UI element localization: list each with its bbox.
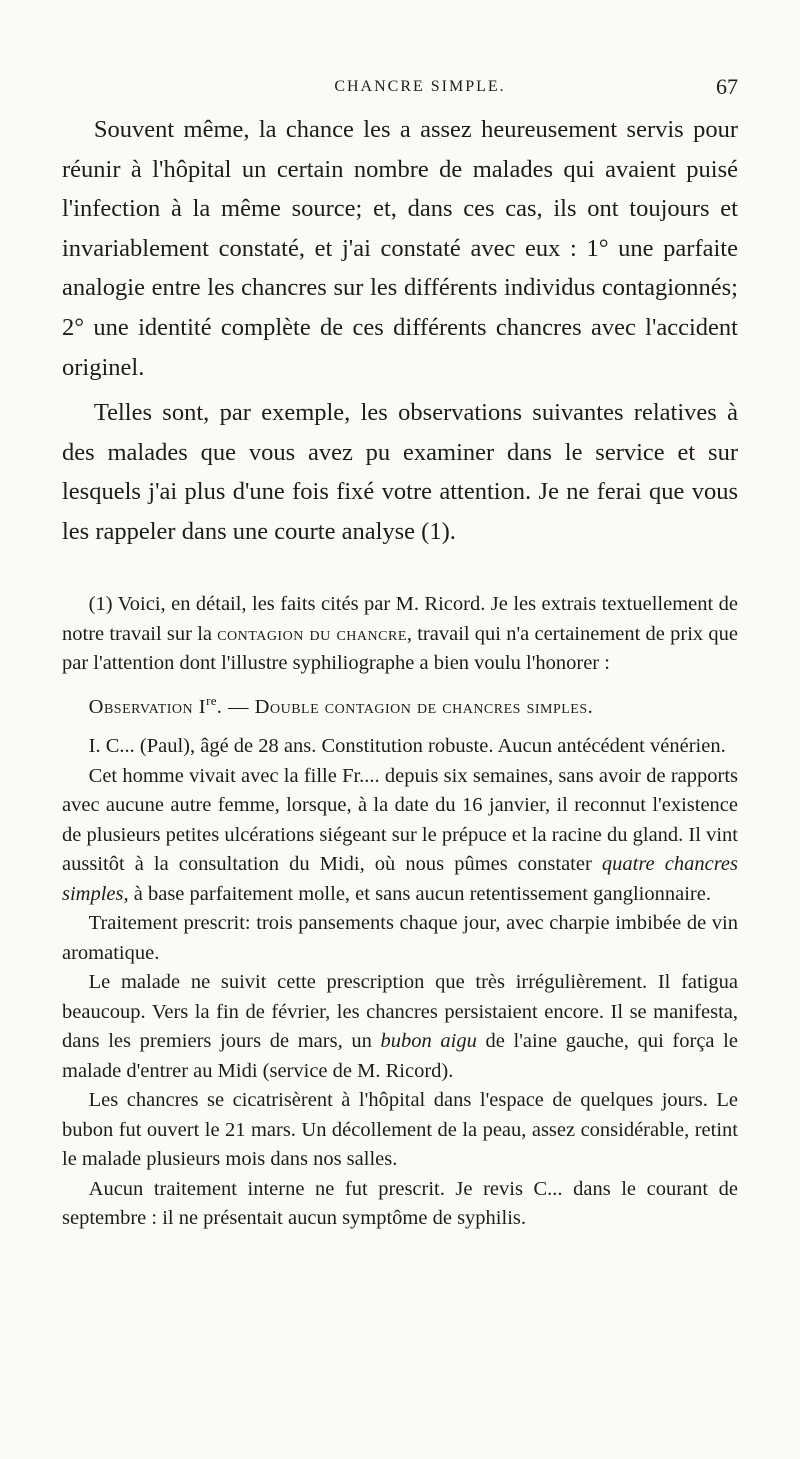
footnote-intro xyxy=(62,590,738,679)
paragraph-2: Telles sont, par exemple, les observations suivantes relatives à des malades que vous avez pu examiner dans le service et sur lesquels j'ai plus d'une fois fixé votre attention. Je ne ferai que vous les rappeler dans une courte analyse (1). xyxy=(62,399,738,545)
case-paragraph-3: Traitement prescrit: trois pansements chaque jour, avec charpie imbibée de vin aromatique. xyxy=(62,912,738,964)
observation-title: . — Double contagion de chancres simples. xyxy=(216,695,594,718)
case-2-emphasis: quatre chancres simples xyxy=(62,853,738,905)
case-4-emphasis: bubon aigu xyxy=(380,1030,477,1052)
observation-label: Observation I xyxy=(88,695,207,718)
case-4-text-end: de l'aine gauche, qui força le malade d'entrer au Midi (service de M. Ricord). xyxy=(62,1030,738,1082)
running-head xyxy=(62,74,738,114)
case-paragraph-1: I. C... (Paul), âgé de 28 ans. Constitution robuste. Aucun antécédent vénérien. xyxy=(88,735,726,757)
paragraph-1: Souvent même, la chance les a assez heureusement servis pour réunir à l'hôpital un certain nombre de malades qui avaient puisé l'infection à la même source; et, dans ces cas, ils ont toujours et invariablement constaté, et j'ai constaté avec eux : 1° une parfaite analogie entre les chancres sur les différents individus contagionnés; 2° une identité complète de ces différents chancres avec l'accident originel. xyxy=(62,116,738,381)
main-text xyxy=(62,110,738,552)
case-paragraph-4 xyxy=(62,968,738,1086)
observation-heading xyxy=(62,693,738,723)
page-number: 67 xyxy=(716,74,738,99)
case-paragraph-5: Les chancres se cicatrisèrent à l'hôpital dans l'espace de quelques jours. Le bubon fut ouvert le 21 mars. Un décollement de la peau, assez considérable, retint le malade plusieurs mois dans nos salles. xyxy=(62,1089,738,1170)
case-4-text: Le malade ne suivit cette prescription que très irrégulièrement. Il fatigua beaucoup. Vers la fin de février, les chancres persistaient encore. Il se manifesta, dans les premiers jours de mars, un xyxy=(62,971,738,1052)
running-title: CHANCRE SIMPLE. xyxy=(334,78,506,95)
case-2-text: Cet homme vivait avec la fille Fr.... depuis six semaines, sans avoir de rapports avec aucune autre femme, lorsque, à la date du 16 janvier, il reconnut l'existence de plusieurs petites ulcérations siégeant sur le prépuce et la racine du gland. Il vint aussitôt à la consultation du Midi, où nous pûmes constater xyxy=(62,764,738,875)
case-2-text-end: , à base parfaitement molle, et sans aucun retentissement ganglionnaire. xyxy=(123,882,711,905)
footnote-work-title: contagion du chancre xyxy=(217,622,407,645)
case-paragraph-2 xyxy=(62,762,738,910)
footnote xyxy=(62,590,738,1234)
case-paragraph-6: Aucun traitement interne ne fut prescrit. Je revis C... dans le courant de septembre : il ne présentait aucun symptôme de syphilis. xyxy=(62,1177,738,1229)
footnote-intro-text-end: , travail qui n'a certainement de prix que par l'attention dont l'illustre syphiliographe a bien voulu l'honorer : xyxy=(62,622,738,674)
footnote-intro-text: (1) Voici, en détail, les faits cités par M. Ricord. Je les extrais textuellement de notre travail sur la xyxy=(62,593,738,645)
observation-superscript: re xyxy=(206,692,217,708)
